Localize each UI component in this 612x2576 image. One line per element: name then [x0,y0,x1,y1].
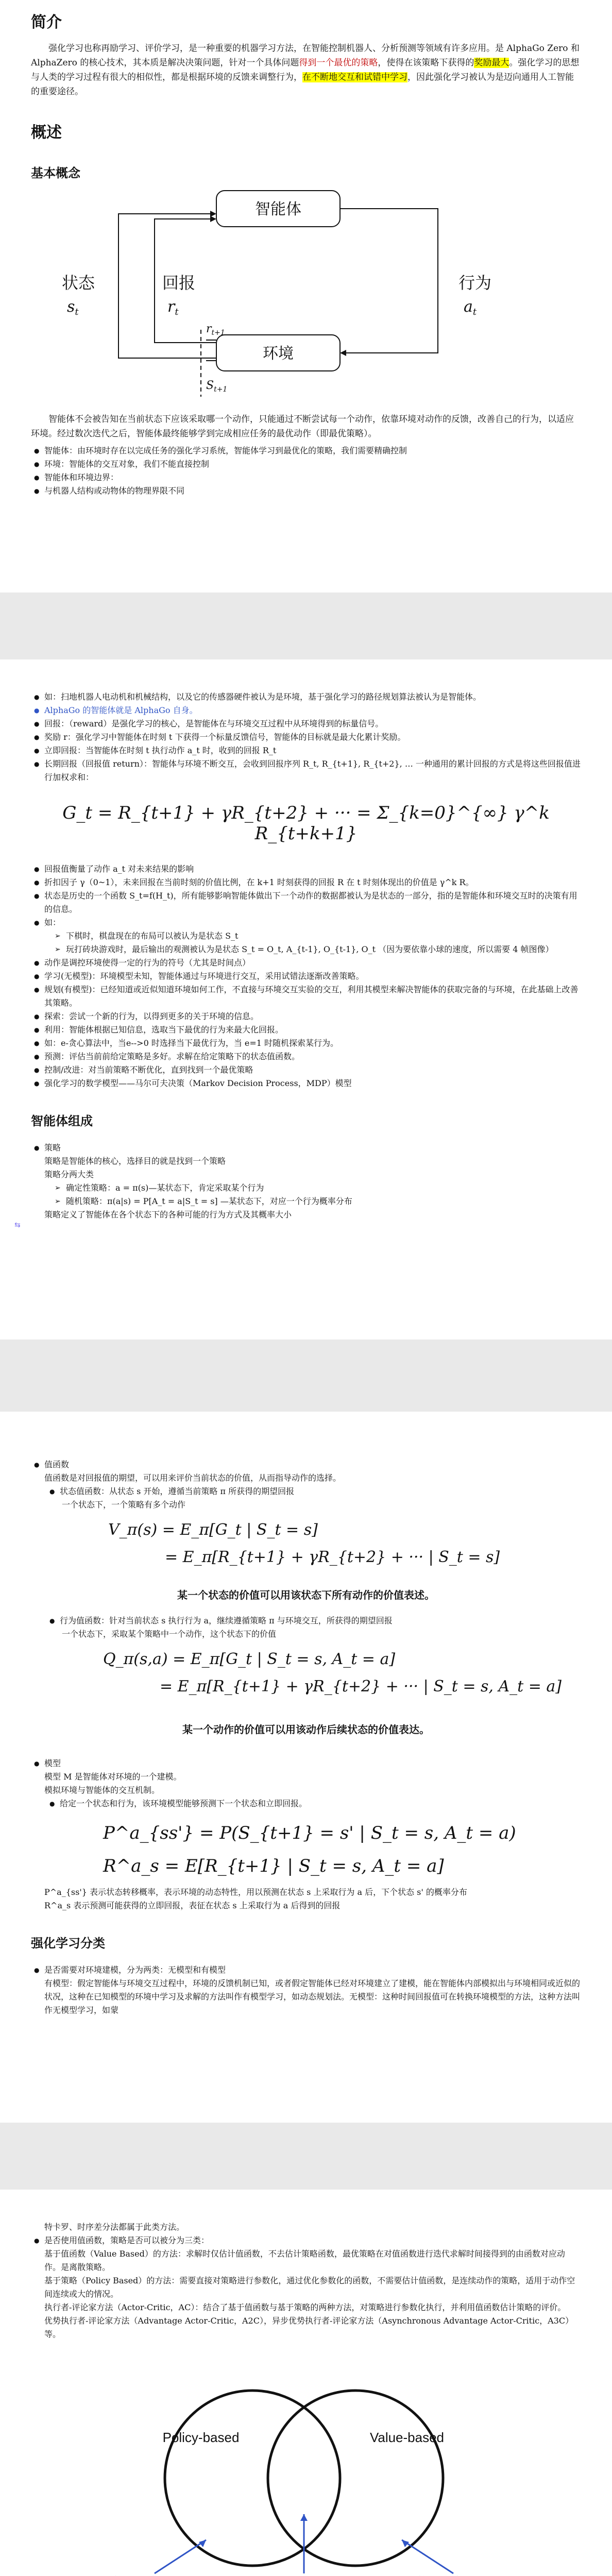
list-item: ● 智能体：由环境时存在以完成任务的强化学习系统，智能体学习到最优化的策略，我们需要精确控制 [31,444,581,457]
policy-line: 策略分两大类 [44,1170,94,1179]
next-state-symbol: $S_{t+1}$ [206,379,228,394]
list-item: ● 是否使用值函数，策略是否可以被分为三类： [31,2234,581,2247]
page-2 [0,659,612,1340]
state-symbol: $s_t$ [67,298,79,317]
env-label: 环境 [263,345,294,363]
list-item: ● 规划(有模型)：已经知道或近似知道环境如何工作，不直接与环境交互实验的交互，利用其模型来解决智能体的获取完备的与环境，在此基础上改善其策略。 [31,983,581,1010]
list-item: ● 状态值函数：从状态 s 开始，遵循当前策略 π 所获得的期望回报 [46,1485,581,1498]
list-item: ● 立即回报：当智能体在时刻 t 执行动作 a_t 时，收到的回报 R_t [31,744,581,757]
agent-components-heading: 智能体组成 [31,1114,93,1128]
p2-sub-list [31,929,581,956]
list-item: ● 折扣因子 γ（0~1），未来回报在当前时刻的价值比例，在 k+1 时刻获得的回报 R 在 t 时刻体现出的价值是 γ^k R。 [31,876,581,889]
action-value-note: 一个状态下，采取某个策略中一个动作，这个状态下的价值 [62,1629,277,1639]
list-item: ● 控制/改进：对当前策略不断优化，直到找到一个最优策略 [31,1063,581,1077]
policy-sub-list [31,1181,581,1208]
action-value-caption: 某一个动作的价值可以用该动作后续状态的价值表达。 [182,1723,430,1736]
list-item: ● 智能体和环境边界： [31,471,581,484]
action-symbol: $a_t$ [464,298,477,317]
policy-based-label: Policy-based [162,2430,240,2445]
list-item: ● 强化学习的数学模型——马尔可夫决策（Markov Decision Process，MDP）模型 [31,1077,581,1090]
list-item: ➢ 玩打砖块游戏时，最后输出的观测被认为是状态 S_t = O_t, A_{t-1}, O_{t-1}, O_t （因为要依靠小球的速度，所以需要 4 帧图像） [55,943,581,956]
value-circle [268,2391,443,2566]
policy-circle [162,2391,340,2566]
list-item: ● 回报值衡量了动作 a_t 对未来结果的影响 [31,862,581,876]
p2-bullet-list-b [31,862,581,929]
policy-line: 策略是智能体的核心，选择目的就是找到一个策略 [44,1156,226,1166]
state-value-list [31,1485,581,1498]
p2-bullet-list-a [31,690,581,784]
model-note: P^a_{ss'} 表示状态转移概率，表示环境的动态特性，用以预测在状态 s 上采取行为 a 后，下个状态 s' 的概率分布 [44,1887,467,1897]
page4-list [31,2234,581,2247]
agent-label: 智能体 [255,200,301,218]
policy-summary: 策略定义了智能体在各个状态下的各种可能的行为方式及其概率大小 [44,1210,292,1219]
method-line: 优势执行者-评论家方法（Advantage Actor-Critic，A2C），异步优势执行者-评论家方法（Asynchronous Advantage Actor-Critic，A3C）等。 [44,2316,574,2339]
list-item: ● 与机器人结构或动物体的物理界限不同 [31,484,581,498]
p2-bullet-list-c [31,956,581,1090]
intro-heading: 简介 [31,13,62,31]
list-item: ● 长期回报（回报值 return）：智能体与环境不断交互，会收到回报序列 R_t, R_{t+1}, R_{t+2}, … 一种通用的累计回报的方式是将这些回报值进行加权求和： [31,757,581,784]
list-item: ● 回报：（reward）是强化学习的核心，是智能体在与环境交互过程中从环境得到的标量信号。 [31,717,581,731]
return-formula: G_t = R_{t+1} + γR_{t+2} + ··· = Σ_{k=0}^{∞} γ^k R_{t+k+1} [62,803,550,844]
list-item: ● 模型 [31,1757,581,1770]
model-list [31,1757,581,1770]
value-list [31,1458,581,1471]
list-item: ● 如：扫地机器人电动机和机械结构，以及它的传感器硬件被认为是环境，基于强化学习的路径规划算法被认为是智能体。 [31,690,581,704]
page-3 [0,1412,612,2123]
paragraph-marker-icon: ⇆ [14,1221,21,1229]
state-label: 状态 [62,273,95,293]
list-item: ● 探索：尝试一个新的行为，以得到更多的关于环境的信息。 [31,1010,581,1023]
action-value-list [31,1614,581,1628]
list-item: ● 行为值函数：针对当前状态 s 执行行为 a，继续遵循策略 π 与环境交互，所获得的期望回报 [46,1614,581,1628]
page4-top-line: 特卡罗、时序差分法都属于此类方法。 [44,2222,185,2232]
list-item: ● 是否需要对环境建模，分为两类：无模型和有模型 [31,1963,581,1977]
classification-heading: 强化学习分类 [31,1936,105,1951]
list-item: ● 奖励 r：强化学习中智能体在时刻 t 下获得一个标量反馈信号，智能体的目标就是最大化累计奖励。 [31,731,581,744]
list-item: ● 动作是调控环境使得一定的行为的符号（尤其是时间点） [31,956,581,970]
state-value-note: 一个状态下，一个策略有多个动作 [62,1500,186,1510]
classification-paragraph: 有模型：假定智能体与环境交互过程中，环境的反馈机制已知，或者假定智能体已经对环境建立了建模，能在智能体内部模拟出与环境相同或近似的状况，这种在已知模型的环境中学习及求解的方法叫作有模型学习，如动态规划法。无模型：这种时间回报值可在转换环境模型的方法，这种方法叫作无模型学习，如蒙 [44,1978,581,2015]
model-line: 模拟环境与智能体的交互机制。 [44,1785,160,1795]
model-line: 模型 M 是智能体对环境的一个建模。 [44,1772,182,1782]
reward-symbol: $r_t$ [167,298,179,317]
value-based-label: Value-based [369,2430,445,2445]
overview-heading: 概述 [31,124,62,142]
classification-list [31,1963,581,1977]
action-arrow [340,209,438,353]
list-item: ● 给定一个状态和行为，该环境模型能够预测下一个状态和立即回报。 [46,1797,581,1810]
list-item: ● 如：e-贪心算法中，当e-->0 时选择当下最优行为，当 e=1 时随机探索某行为。 [31,1037,581,1050]
list-item: ● 值函数 [31,1458,581,1471]
list-item: ● 状态是历史的一个函数 S_t=f(H_t)，所有能够影响智能体做出下一个动作的数据都被认为是状态的一部分，指的是智能体和环境交互时的决策有用的信息。 [31,889,581,916]
actor-critic-venn [98,2385,510,2576]
model-note: R^a_s 表示预测可能获得的立即回报，表征在状态 s 上采取行为 a 后得到的回报 [44,1901,341,1910]
list-item: ● 预测：评估当前前给定策略是多好。求解在给定策略下的状态值函数。 [31,1050,581,1063]
list-item: ● 策略 [31,1141,581,1155]
transition-formula: P^a_{ss'} = P(S_{t+1} = s' | S_t = s, A_t = a) [103,1823,516,1843]
action-value-formula-2: = E_π[R_{t+1} + γR_{t+2} + ··· | S_t = s, A_t = a] [160,1677,562,1696]
basic-concepts-heading: 基本概念 [31,166,80,180]
method-line: 执行者-评论家方法（Actor-Critic，AC）：结合了基于值函数与基于策略的两种方法，对策略进行参数化执行，并利用值函数估计策略的评价。 [44,2302,566,2312]
diagram-explanation: 智能体不会被告知在当前状态下应该采取哪一个动作，只能通过不断尝试每一个动作，依靠环境对动作的反馈，改善自己的行为，以适应环境。经过数次迭代之后，智能体最终能够学到完成相应任务的最优动作（即最优策略）。 [31,414,574,439]
rl-loop-diagram [52,185,525,402]
list-item: ➢ 随机策略：π(a|s) = P[A_t = a|S_t = s] —某状态下，对应一个行为概率分布 [55,1195,581,1208]
policy-list [31,1141,581,1155]
list-item: ● 环境：智能体的交互对象，我们不能直接控制 [31,457,581,471]
state-value-caption: 某一个状态的价值可以用该状态下所有动作的价值表述。 [177,1589,435,1601]
reward-label: 回报 [162,273,196,293]
action-label: 行为 [458,273,492,293]
model-sub-list [31,1797,581,1810]
list-item: ● AlphaGo 的智能体就是 AlphaGo 自身。 [31,704,581,717]
list-item: ● 如： [31,916,581,929]
method-line: 基于值函数（Value Based）的方法：求解时仅估计值函数，不去估计策略函数，最优策略在对值函数进行迭代求解时间接得到的由函数对应动作。是离散策略。 [44,2249,565,2272]
value-intro: 值函数是对回报值的期望，可以用来评价当前状态的价值，从而指导动作的选择。 [44,1473,342,1483]
list-item: ➢ 确定性策略：a = π(s)—某状态下，肯定采取某个行为 [55,1181,581,1195]
p1-bullet-list [31,444,581,498]
list-item: ● 利用：智能体根据已知信息，选取当下最优的行为来最大化回报。 [31,1023,581,1037]
page-4 [0,2190,612,2576]
list-item: ➢ 下棋时，棋盘现在的布局可以被认为是状态 S_t [55,929,581,943]
list-item: ● 学习(无模型)：环境模型未知，智能体通过与环境进行交互，采用试错法逐渐改善策略。 [31,970,581,983]
page-1 [0,0,612,592]
intro-paragraph: 强化学习也称再励学习、评价学习，是一种重要的机器学习方法，在智能控制机器人、分析预测等领域有许多应用。是 AlphaGo Zero 和 AlphaZero 的核心技术，其本质是解决决策问题，针对一个具体问题得到一个最优的策略，使得在该策略下获得的奖励最大。强化学习的思想与人类的学习过程有很大的相似性，都是根据环境的反馈来调整行为，在不断地交互和试错中学习，因此强化学习被认为是迈向通用人工智能的重要途径。 [31,43,580,97]
state-value-formula-1: V_π(s) = E_π[G_t | S_t = s] [108,1521,318,1539]
reward-formula: R^a_s = E[R_{t+1} | S_t = s, A_t = a] [103,1856,444,1876]
method-line: 基于策略（Policy Based）的方法：需要直接对策略进行参数化，通过优化参数化的函数，不需要估计值函数，是连续动作的策略，适用于动作空间连续或大的情况。 [44,2276,575,2299]
next-reward-symbol: $r_{t+1}$ [206,323,225,337]
state-value-formula-2: = E_π[R_{t+1} + γR_{t+2} + ··· | S_t = s] [165,1548,500,1566]
action-value-formula-1: Q_π(s,a) = E_π[G_t | S_t = s, A_t = a] [103,1650,396,1668]
